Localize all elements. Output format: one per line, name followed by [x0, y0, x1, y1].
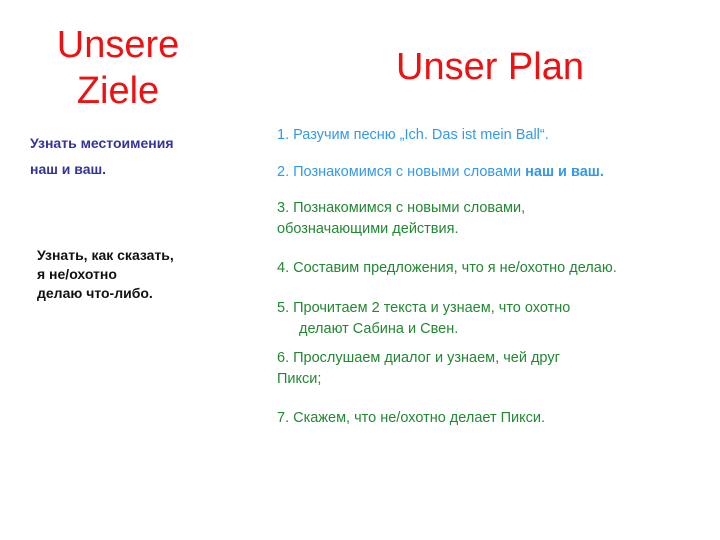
plan-item-3-line2: обозначающими действия.	[277, 221, 459, 237]
plan-item-6-line1: 6. Прослушаем диалог и узнаем, чей друг	[277, 350, 560, 366]
plan-item-5-line1: 5. Прочитаем 2 текста и узнаем, что охотно	[277, 300, 571, 316]
goal-pronouns	[30, 130, 240, 182]
plan-item-6-line2: Пикси;	[277, 371, 322, 387]
plan-item-7: 7. Скажем, что не/охотно делает Пикси.	[277, 410, 546, 426]
goal-likes-line2: я не/охотно	[37, 266, 117, 282]
goal-likes	[37, 246, 247, 303]
plan-item-5	[277, 298, 717, 340]
plan-item-2-text: 2. Познакомимся с новыми словами	[277, 164, 526, 180]
goal-pronouns-line1: Узнать местоимения	[30, 135, 174, 151]
plan-item-2-bold: наш и ваш.	[525, 164, 604, 180]
goal-likes-line1: Узнать, как сказать,	[37, 247, 174, 263]
goals-title-line2: Ziele	[76, 70, 160, 112]
plan-item-3	[277, 198, 717, 240]
goals-title-line1: Unsere	[56, 24, 180, 66]
plan-item-4: 4. Составим предложения, что я не/охотно делаю.	[277, 260, 617, 276]
goal-likes-line3: делаю что-либо.	[37, 285, 153, 301]
plan-item-3-line1: 3. Познакомимся с новыми словами,	[277, 200, 526, 216]
plan-item-6	[277, 348, 717, 390]
goals-title	[38, 22, 198, 114]
plan-item-1: 1. Разучим песню „Ich. Das ist mein Ball“.	[277, 127, 549, 143]
plan-list	[277, 0, 717, 540]
plan-title: Unser Plan	[396, 46, 584, 88]
plan-item-5-line2: делают Сабина и Свен.	[299, 321, 459, 337]
plan-item-2	[277, 162, 717, 183]
goal-pronouns-line2: наш и ваш.	[30, 161, 107, 177]
